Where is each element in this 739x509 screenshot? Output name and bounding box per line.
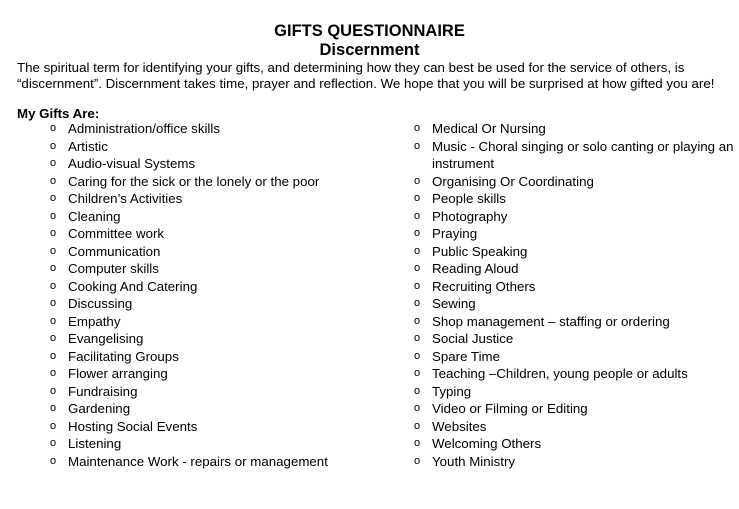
gift-label: Spare Time bbox=[432, 348, 500, 364]
gift-label: Shop management – staffing or ordering bbox=[432, 313, 670, 329]
gift-list-item bbox=[414, 190, 734, 208]
gift-label: Hosting Social Events bbox=[68, 418, 198, 434]
gift-label: Recruiting Others bbox=[432, 278, 536, 294]
bullet-icon: o bbox=[50, 454, 57, 467]
bullet-icon: o bbox=[414, 227, 421, 239]
gift-label: Discussing bbox=[68, 296, 133, 311]
gift-list-item bbox=[50, 278, 390, 296]
gift-label: Welcoming Others bbox=[432, 436, 542, 451]
bullet-icon: o bbox=[50, 367, 57, 379]
gift-list-item bbox=[50, 138, 390, 156]
gift-label: Evangelising bbox=[68, 331, 144, 346]
bullet-icon: o bbox=[414, 314, 421, 327]
intro-paragraph: The spiritual term for identifying your gifts, and determining how they can best be used for the service of others, is “discernment”. Discernment takes time, prayer and reflection. We hope that you will be surprised at how gifted you are! bbox=[17, 60, 715, 91]
bullet-icon: o bbox=[50, 227, 57, 239]
gift-list-item bbox=[50, 418, 390, 436]
gift-label: Artistic bbox=[68, 138, 108, 154]
bullet-icon: o bbox=[50, 349, 57, 362]
gift-label: Administration/office skills bbox=[68, 121, 220, 136]
gift-list-item bbox=[414, 365, 734, 383]
bullet-icon: o bbox=[414, 244, 421, 257]
bullet-icon: o bbox=[50, 384, 57, 397]
gift-list-item bbox=[50, 173, 390, 191]
bullet-icon: o bbox=[50, 402, 57, 414]
bullet-icon: o bbox=[50, 157, 57, 169]
gift-label: Caring for the sick or the lonely or the poor bbox=[68, 173, 320, 189]
bullet-icon: o bbox=[414, 297, 421, 309]
gift-list-item bbox=[50, 348, 390, 366]
gift-label: Facilitating Groups bbox=[68, 348, 179, 364]
gift-label: Public Speaking bbox=[432, 243, 528, 259]
bullet-icon: o bbox=[50, 297, 57, 309]
gift-list-item bbox=[50, 313, 390, 331]
bullet-icon: o bbox=[414, 419, 421, 432]
bullet-icon: o bbox=[414, 209, 421, 222]
gift-list-item bbox=[50, 260, 390, 278]
gift-label: Typing bbox=[432, 383, 472, 399]
gift-list-item bbox=[414, 173, 734, 191]
bullet-icon: o bbox=[50, 244, 57, 257]
gift-label: Cleaning bbox=[68, 208, 121, 224]
bullet-icon: o bbox=[50, 174, 57, 187]
bullet-icon: o bbox=[50, 262, 57, 274]
gift-list-item bbox=[50, 155, 390, 173]
gift-list-item bbox=[414, 243, 734, 261]
gift-label: Sewing bbox=[432, 296, 476, 311]
gift-list-item bbox=[414, 330, 734, 348]
gift-list-item bbox=[50, 225, 390, 243]
gift-list-item bbox=[414, 453, 734, 471]
bullet-icon: o bbox=[50, 122, 57, 134]
gifts-heading: My Gifts Are: bbox=[17, 106, 100, 121]
bullet-icon: o bbox=[50, 419, 57, 432]
gift-label: Video or Filming or Editing bbox=[432, 401, 588, 416]
gifts-list-left bbox=[50, 120, 390, 470]
gift-list-item bbox=[414, 225, 734, 243]
gift-list-item bbox=[414, 383, 734, 401]
gift-list-item bbox=[50, 243, 390, 261]
gift-label: Committee work bbox=[68, 226, 165, 241]
gift-label: Gardening bbox=[68, 401, 131, 416]
page-subtitle: Discernment bbox=[319, 41, 420, 59]
gift-label: People skills bbox=[432, 191, 506, 206]
gift-label: Listening bbox=[68, 436, 122, 451]
gift-label: Music - Choral singing or solo canting or playing an instrument bbox=[432, 138, 734, 171]
gift-label: Children’s Activities bbox=[68, 191, 183, 206]
gift-label: Flower arranging bbox=[68, 366, 168, 381]
gift-list-item bbox=[50, 295, 390, 313]
gift-list-item bbox=[414, 138, 734, 173]
bullet-icon: o bbox=[414, 122, 421, 134]
gift-label: Praying bbox=[432, 226, 478, 241]
bullet-icon: o bbox=[414, 279, 421, 292]
gift-list-item bbox=[414, 295, 734, 313]
gift-list-item bbox=[50, 190, 390, 208]
bullet-icon: o bbox=[50, 192, 57, 204]
gift-label: Photography bbox=[432, 208, 508, 224]
gift-list-item bbox=[414, 120, 734, 138]
gift-label: Teaching –Children, young people or adults bbox=[432, 366, 688, 381]
gift-list-item bbox=[414, 418, 734, 436]
gift-label: Youth Ministry bbox=[432, 453, 516, 469]
gift-label: Empathy bbox=[68, 313, 121, 329]
gifts-list-right bbox=[414, 120, 734, 470]
gift-list-item bbox=[414, 348, 734, 366]
gift-list-item bbox=[50, 330, 390, 348]
gift-list-item bbox=[50, 435, 390, 453]
gift-list-item bbox=[50, 208, 390, 226]
bullet-icon: o bbox=[414, 437, 421, 449]
bullet-icon: o bbox=[414, 349, 421, 362]
gift-label: Websites bbox=[432, 418, 487, 434]
gift-list-item bbox=[414, 208, 734, 226]
bullet-icon: o bbox=[50, 209, 57, 222]
gift-list-item bbox=[414, 400, 734, 418]
gift-list-item bbox=[50, 400, 390, 418]
gift-label: Computer skills bbox=[68, 261, 159, 276]
gift-list-item bbox=[414, 435, 734, 453]
gift-label: Fundraising bbox=[68, 383, 138, 399]
gift-label: Organising Or Coordinating bbox=[432, 173, 594, 189]
gift-label: Cooking And Catering bbox=[68, 278, 198, 294]
gift-label: Communication bbox=[68, 243, 161, 259]
bullet-icon: o bbox=[414, 174, 421, 187]
bullet-icon: o bbox=[414, 402, 421, 414]
bullet-icon: o bbox=[50, 437, 57, 449]
gift-label: Social Justice bbox=[432, 331, 514, 346]
gift-list-item bbox=[50, 365, 390, 383]
bullet-icon: o bbox=[50, 139, 57, 152]
gift-list-item bbox=[414, 260, 734, 278]
gift-list-item bbox=[50, 453, 390, 471]
gift-label: Maintenance Work - repairs or management bbox=[68, 453, 328, 469]
gift-list-item bbox=[414, 278, 734, 296]
gift-label: Medical Or Nursing bbox=[432, 121, 546, 136]
bullet-icon: o bbox=[50, 332, 57, 344]
bullet-icon: o bbox=[414, 332, 421, 344]
gift-list-item bbox=[50, 120, 390, 138]
bullet-icon: o bbox=[414, 367, 421, 379]
bullet-icon: o bbox=[414, 192, 421, 204]
bullet-icon: o bbox=[50, 314, 57, 327]
bullet-icon: o bbox=[414, 384, 421, 397]
gift-label: Audio-visual Systems bbox=[68, 156, 196, 171]
gift-label: Reading Aloud bbox=[432, 261, 519, 276]
bullet-icon: o bbox=[414, 454, 421, 467]
gift-list-item bbox=[414, 313, 734, 331]
bullet-icon: o bbox=[50, 279, 57, 292]
gift-list-item bbox=[50, 383, 390, 401]
bullet-icon: o bbox=[414, 139, 421, 152]
bullet-icon: o bbox=[414, 262, 421, 274]
page-title: GIFTS QUESTIONNAIRE bbox=[274, 22, 465, 40]
